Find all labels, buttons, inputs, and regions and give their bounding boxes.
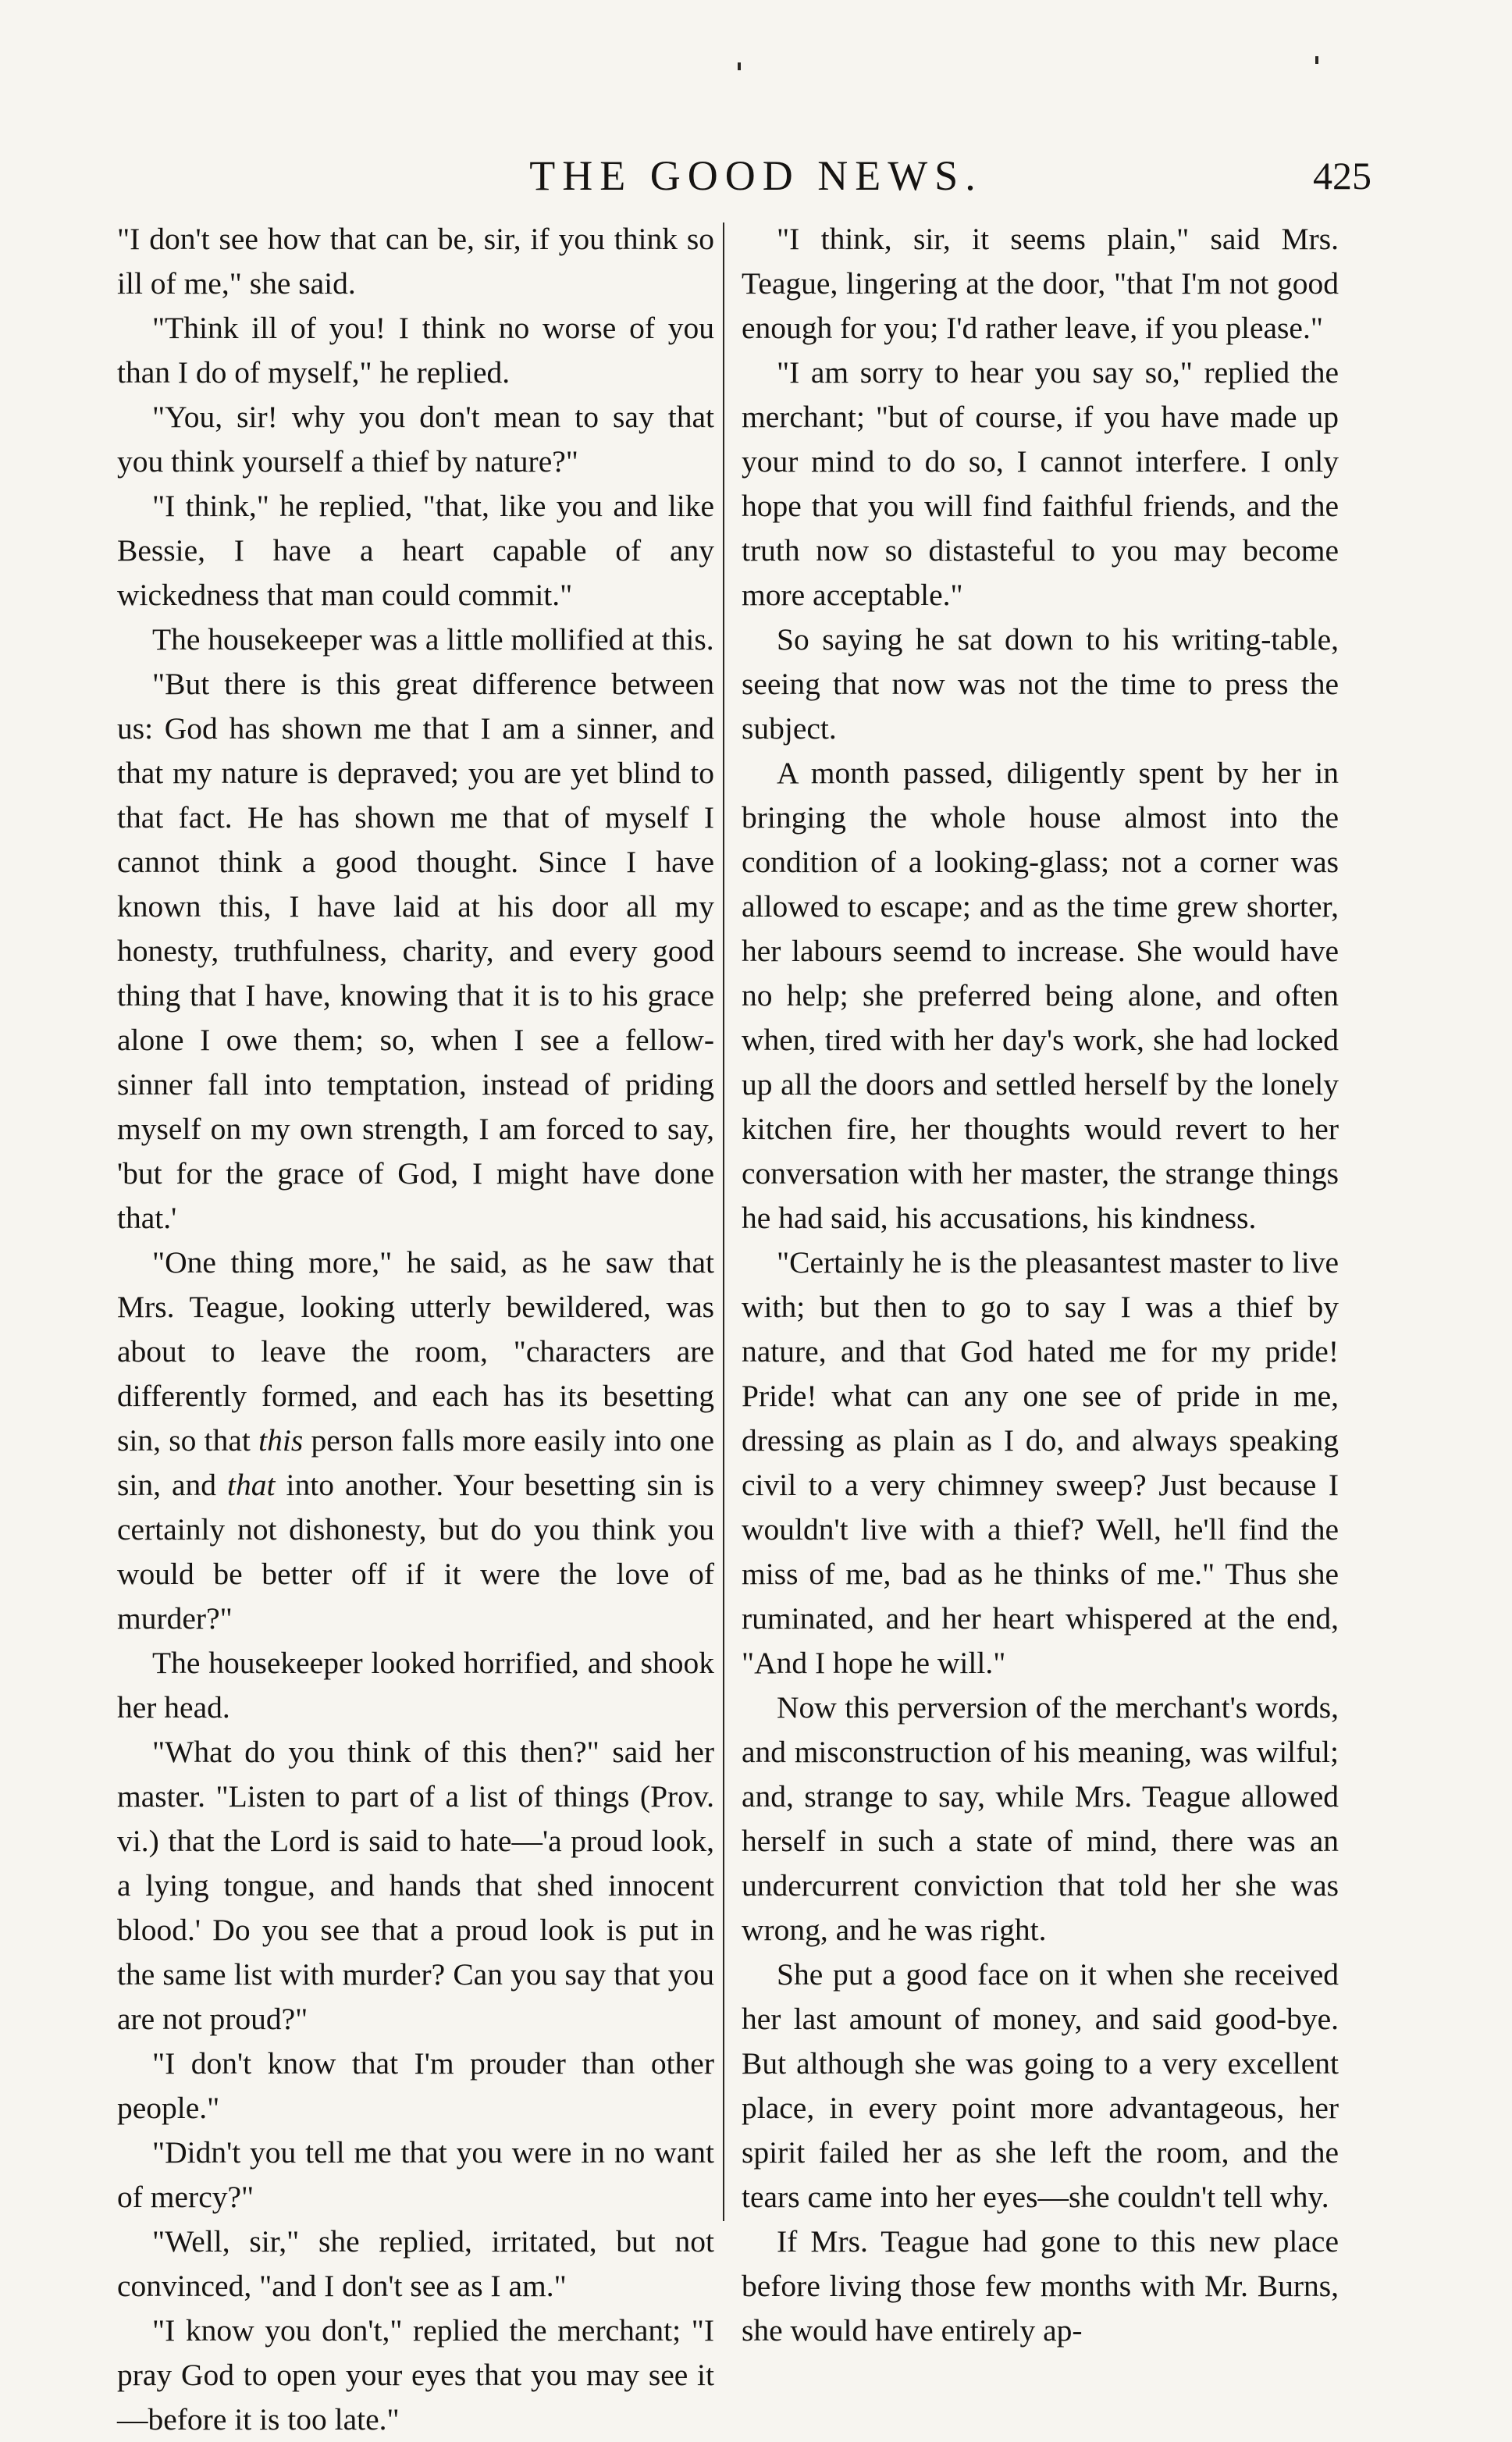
paragraph: She put a good face on it when she received her last amount of money, and said good-bye. But although she was going to a very excellent place, in every point more advantageous, her spirit failed her as she left the room, and the tears came into her eyes—she couldn't tell why.: [742, 1957, 1339, 2214]
right-column: [742, 217, 1339, 2353]
page-header: [109, 141, 1403, 211]
paragraph: "What do you think of this then?" said her master. "Listen to part of a list of things (Prov. vi.) that the Lord is said to hate—'a proud look, a lying tongue, and hands that shed innocent blood.' Do you see that a proud look is put in the same list with murder? Can you say that you are not proud?": [117, 1735, 714, 2036]
paragraph: The housekeeper looked horrified, and shook her head.: [117, 1646, 714, 1725]
paragraph: "But there is this great difference between us: God has shown me that I am a sinner, and that my nature is depraved; you are yet blind to that fact. He has shown me that of myself I cannot think a good thought. Since I have known this, I have laid at his door all my honesty, truthfulness, charity, and every good thing that I have, knowing that it is to his grace alone I owe them; so, when I see a fellow-sinner fall into temptation, instead of priding myself on my own strength, I am forced to say, 'but for the grace of God, I might have done that.': [117, 667, 714, 1235]
paragraph: A month passed, diligently spent by her in bringing the whole house almost into the condition of a looking-glass; not a corner was allowed to escape; and as the time grew shorter, her labours seemd to increase. She would have no help; she preferred being alone, and often when, tired with her day's work, she had locked up all the doors and settled herself by the lonely kitchen fire, her thoughts would revert to her conversation with her master, the strange things he had said, his accusations, his kindness.: [742, 756, 1339, 1235]
page-number: 425: [1313, 154, 1371, 198]
print-speck: [1315, 56, 1318, 64]
paragraph: "Certainly he is the pleasantest master to live with; but then to go to say I was a thief by nature, and that God hated me for my pride! Pride! what can any one see of pride in me, dressing as plain as I do, and always speaking civil to a very chimney sweep? Just because I wouldn't live with a thief? Well, he'll find the miss of me, bad as he thinks of me." Thus she ruminated, and her heart whispered at the end, "And I hope he will.": [742, 1245, 1339, 1680]
paragraph: "I am sorry to hear you say so," replied the merchant; "but of course, if you have made up your mind to do so, I cannot interfere. I only hope that you will find faithful friends, and the truth now so distasteful to you may become more acceptable.": [742, 355, 1339, 612]
column-divider: [723, 222, 724, 2221]
paragraph: The housekeeper was a little mollified at this.: [152, 622, 714, 657]
paragraph: Now this perversion of the merchant's words, and misconstruction of his meaning, was wilful; and, strange to say, while Mrs. Teague allowed herself in such a state of mind, there was an undercurrent conviction that told her she was wrong, and he was right.: [742, 1690, 1339, 1947]
paragraph: "Didn't you tell me that you were in no want of mercy?": [117, 2135, 714, 2214]
paragraph: "I don't know that I'm prouder than other people.": [117, 2046, 714, 2125]
paragraph: "I don't see how that can be, sir, if you think so ill of me," she said.: [117, 222, 714, 301]
left-column: [117, 217, 714, 2442]
paragraph: So saying he sat down to his writing-table, seeing that now was not the time to press the subject.: [742, 622, 1339, 746]
paragraph: "One thing more," he said, as he saw that Mrs. Teague, looking utterly bewildered, was about to leave the room, "characters are differently formed, and each has its besetting sin, so that this person falls more easily into one sin, and that into another. Your besetting sin is certainly not dishonesty, but do you think you would be better off if it were the love of murder?": [117, 1245, 714, 1636]
running-title: THE GOOD NEWS.: [529, 152, 983, 199]
paragraph: "Well, sir," she replied, irritated, but not convinced, "and I don't see as I am.": [117, 2224, 714, 2303]
paragraph: If Mrs. Teague had gone to this new place before living those few months with Mr. Burns, she would have entirely ap-: [742, 2224, 1339, 2348]
paragraph: "I know you don't," replied the merchant; "I pray God to open your eyes that you may see it—before it is too late.": [117, 2313, 714, 2437]
paragraph: "I think," he replied, "that, like you and like Bessie, I have a heart capable of any wickedness that man could commit.": [117, 489, 714, 612]
paragraph: "I think, sir, it seems plain," said Mrs. Teague, lingering at the door, "that I'm not good enough for you; I'd rather leave, if you please.": [742, 222, 1339, 345]
paragraph: "You, sir! why you don't mean to say that you think yourself a thief by nature?": [117, 400, 714, 479]
print-speck: [738, 62, 741, 70]
paragraph: "Think ill of you! I think no worse of you than I do of myself," he replied.: [117, 311, 714, 390]
